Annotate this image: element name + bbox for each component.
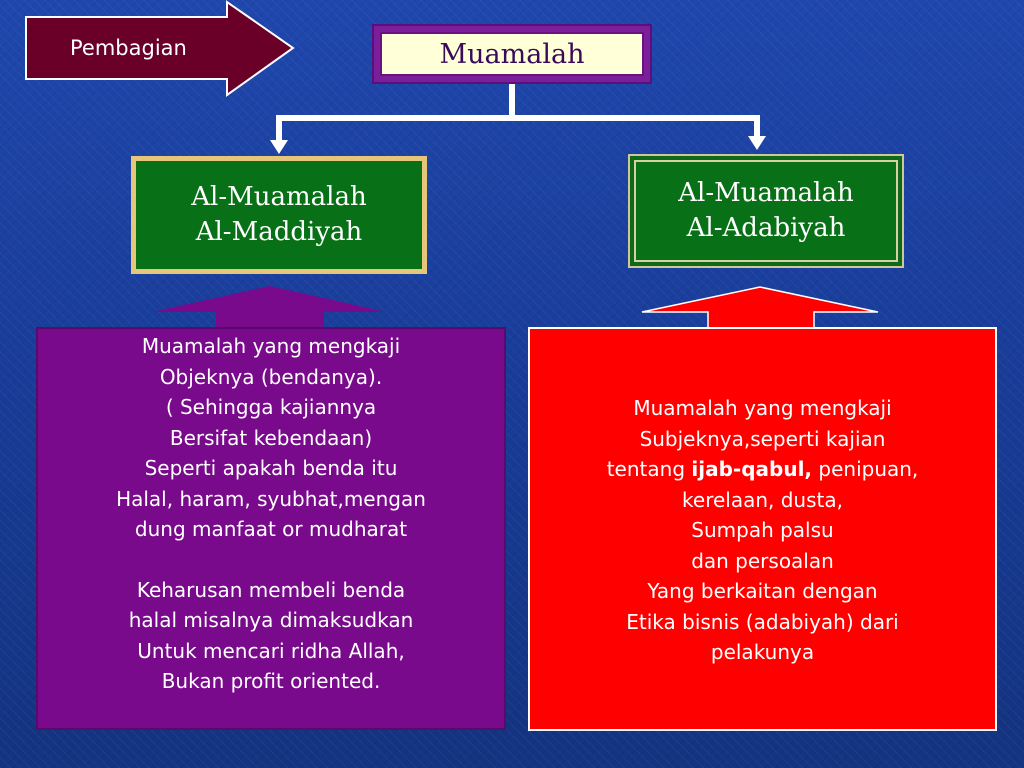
maddiyah-description-panel <box>36 327 506 730</box>
maddiyah-text-line: Halal, haram, syubhat,mengan <box>116 486 426 511</box>
muamalah-title: Muamalah <box>380 32 644 76</box>
up-arrow-left <box>150 286 392 330</box>
maddiyah-text-line: halal misalnya dimaksudkan <box>128 608 414 632</box>
arrowhead-right <box>748 136 766 152</box>
maddiyah-text-line: dung manfaat or mudharat <box>134 517 408 541</box>
adabiyah-text-line: Subjeknya,seperti kajian <box>639 426 886 451</box>
maddiyah-line-2: Al-Maddiyah <box>195 217 363 247</box>
adabiyah-text-line: Etika bisnis (adabiyah) dari <box>626 609 899 634</box>
adabiyah-text-suffix: penipuan, <box>812 457 919 481</box>
adabiyah-description-panel <box>528 327 997 731</box>
connector-horizontal <box>276 115 760 121</box>
adabiyah-inner <box>634 160 898 262</box>
up-arrow-right <box>640 286 882 330</box>
adabiyah-text-line: kerelaan, dusta, <box>682 487 843 512</box>
maddiyah-text-line: Muamalah yang mengkaji <box>141 334 401 358</box>
maddiyah-text-line: Bersifat kebendaan) <box>169 425 373 450</box>
maddiyah-text-line: Seperti apakah benda itu <box>144 456 398 480</box>
adabiyah-text-line: pelakunya <box>710 640 815 664</box>
maddiyah-text-line: Untuk mencari ridha Allah, <box>137 638 405 663</box>
adabiyah-text-line: Muamalah yang mengkaji <box>633 396 892 420</box>
adabiyah-text-line: dan persoalan <box>691 548 834 573</box>
adabiyah-text-prefix: tentang <box>606 457 692 481</box>
maddiyah-line-1: Al-Muamalah <box>191 181 367 212</box>
adabiyah-line-2: Al-Adabiyah <box>686 213 846 243</box>
maddiyah-text-line: Keharusan membeli benda <box>136 577 406 602</box>
adabiyah-line-1: Al-Muamalah <box>678 177 854 208</box>
paragraph-gap <box>38 545 504 575</box>
maddiyah-text-line: Bukan profit oriented. <box>161 669 381 693</box>
maddiyah-text-line: Objeknya (bendanya). <box>159 364 383 389</box>
pembagian-label: Pembagian <box>70 36 187 60</box>
adabiyah-box <box>628 154 904 268</box>
muamalah-box <box>372 24 652 84</box>
maddiyah-box <box>131 156 427 274</box>
arrowhead-left <box>270 140 288 156</box>
adabiyah-text-line: Sumpah palsu <box>691 518 834 542</box>
adabiyah-text-line-mixed <box>530 454 995 485</box>
connector-vertical-top <box>509 84 515 118</box>
maddiyah-text-line: ( Sehingga kajiannya <box>165 395 377 419</box>
adabiyah-text-line: Yang berkaitan dengan <box>647 579 878 603</box>
ijab-qabul-bold: ijab-qabul, <box>691 457 813 481</box>
